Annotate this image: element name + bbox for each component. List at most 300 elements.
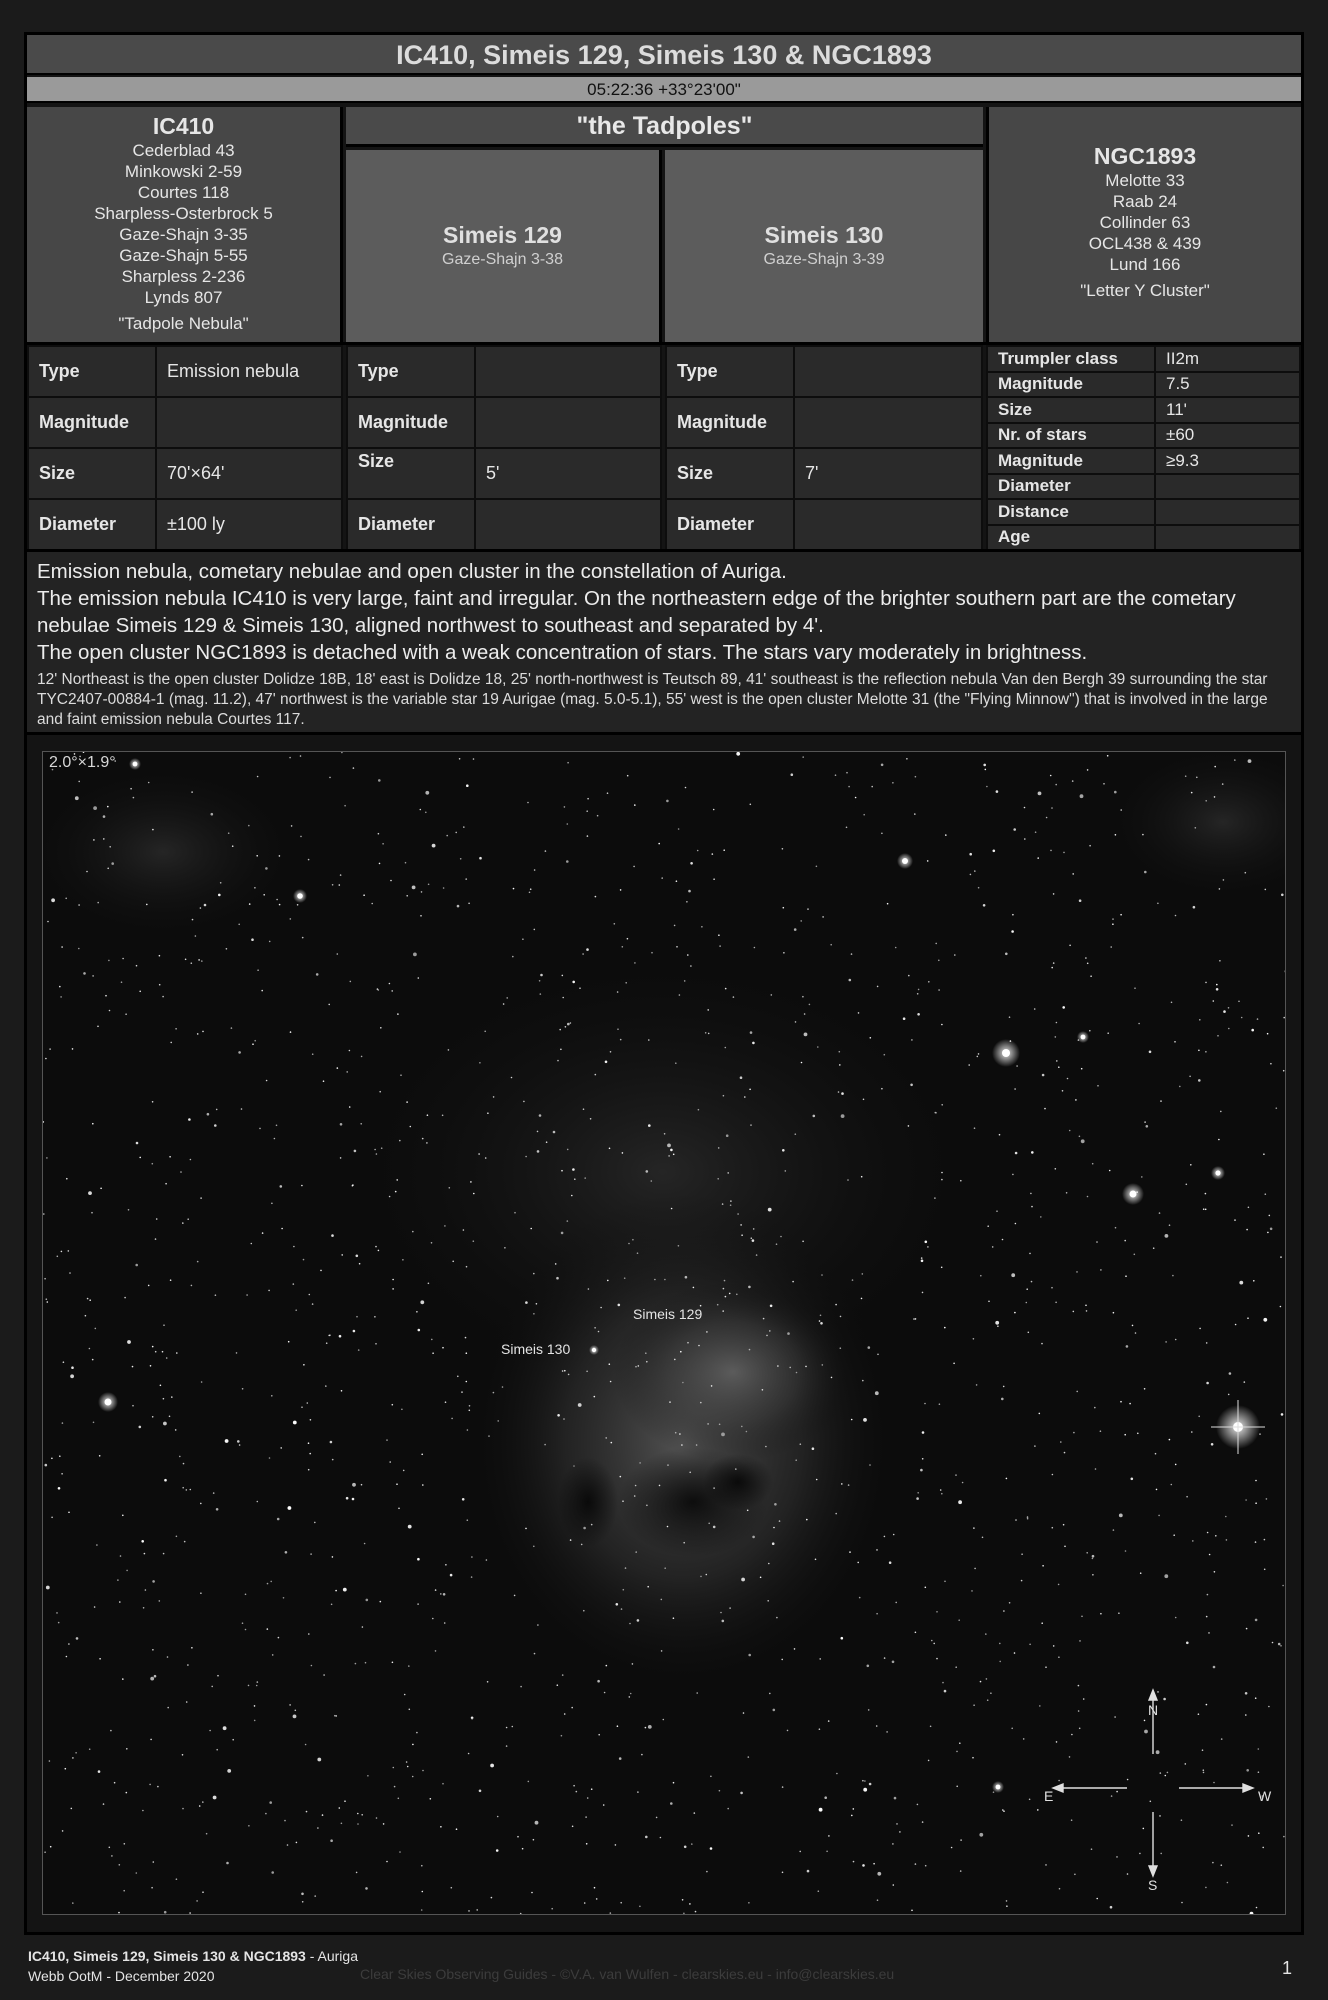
star bbox=[300, 836, 302, 838]
star bbox=[44, 1851, 46, 1853]
star bbox=[710, 1776, 712, 1778]
star bbox=[316, 973, 319, 976]
astrophoto bbox=[42, 751, 1286, 1915]
star bbox=[694, 1812, 696, 1814]
star bbox=[285, 1551, 288, 1554]
star bbox=[440, 1593, 442, 1595]
star bbox=[1023, 1738, 1025, 1740]
star bbox=[747, 1510, 749, 1512]
star bbox=[398, 1508, 400, 1510]
star bbox=[1205, 800, 1207, 802]
star bbox=[252, 1043, 254, 1045]
star bbox=[616, 1603, 619, 1606]
star bbox=[1011, 930, 1014, 933]
star bbox=[597, 1680, 600, 1683]
star bbox=[572, 981, 575, 984]
star bbox=[960, 1870, 962, 1872]
star bbox=[308, 1442, 310, 1444]
star bbox=[663, 1719, 665, 1721]
star bbox=[1041, 1622, 1043, 1624]
star bbox=[215, 1294, 217, 1296]
star bbox=[405, 862, 407, 864]
star bbox=[442, 1347, 444, 1349]
star bbox=[1055, 1168, 1057, 1170]
ic410-alias: Sharpless-Osterbrock 5 bbox=[94, 204, 273, 223]
star bbox=[390, 880, 392, 882]
diameter-value bbox=[794, 499, 982, 550]
star bbox=[1034, 1008, 1036, 1010]
star bbox=[768, 1208, 772, 1212]
star bbox=[567, 823, 569, 825]
star bbox=[89, 1348, 91, 1350]
star bbox=[769, 1330, 771, 1332]
star bbox=[125, 1013, 127, 1015]
star bbox=[906, 758, 908, 760]
star bbox=[75, 1752, 77, 1754]
star bbox=[525, 1301, 528, 1304]
star bbox=[75, 796, 79, 800]
star bbox=[804, 1013, 806, 1015]
star bbox=[1073, 1432, 1075, 1434]
star bbox=[695, 1911, 697, 1913]
star bbox=[306, 1811, 308, 1813]
star bbox=[777, 1365, 779, 1367]
star bbox=[713, 809, 715, 811]
star bbox=[1085, 1305, 1087, 1307]
star bbox=[211, 813, 214, 816]
star bbox=[308, 859, 310, 861]
star bbox=[270, 1581, 272, 1583]
star bbox=[432, 1618, 434, 1620]
star bbox=[217, 1675, 219, 1677]
star bbox=[68, 1250, 70, 1252]
star bbox=[1012, 1174, 1014, 1176]
star bbox=[1205, 1887, 1207, 1889]
star bbox=[579, 987, 581, 989]
star bbox=[586, 1843, 588, 1845]
star bbox=[251, 1243, 253, 1245]
table-row bbox=[987, 448, 1300, 474]
star-field-image bbox=[43, 752, 1286, 1915]
description bbox=[27, 549, 1301, 735]
star bbox=[381, 1147, 383, 1149]
star bbox=[622, 1152, 624, 1154]
star bbox=[141, 1540, 144, 1543]
star bbox=[917, 1013, 920, 1016]
star bbox=[1255, 1480, 1257, 1482]
star bbox=[1262, 1847, 1264, 1849]
star bbox=[416, 1732, 418, 1734]
star bbox=[242, 1622, 244, 1624]
star bbox=[1264, 1539, 1266, 1541]
star bbox=[457, 1376, 459, 1378]
star bbox=[1217, 1035, 1219, 1037]
star bbox=[928, 1760, 930, 1762]
star bbox=[750, 1031, 753, 1034]
star bbox=[1031, 1151, 1034, 1154]
star bbox=[572, 1168, 575, 1171]
star bbox=[978, 1053, 980, 1055]
star bbox=[126, 1792, 128, 1794]
star bbox=[1058, 1066, 1060, 1068]
star bbox=[399, 1851, 401, 1853]
star bbox=[323, 1080, 325, 1082]
star bbox=[1109, 1170, 1111, 1172]
star bbox=[750, 1124, 752, 1126]
star bbox=[1002, 1809, 1004, 1811]
star bbox=[785, 1170, 787, 1172]
star bbox=[852, 1279, 854, 1281]
star bbox=[98, 1770, 101, 1773]
star bbox=[152, 1649, 154, 1651]
star bbox=[62, 1422, 64, 1424]
compass-west-label: W bbox=[1258, 1788, 1272, 1804]
star bbox=[124, 1843, 126, 1845]
star bbox=[344, 805, 346, 807]
star bbox=[839, 1064, 841, 1066]
star bbox=[648, 1039, 650, 1041]
star bbox=[974, 1127, 976, 1129]
star bbox=[421, 891, 423, 893]
star bbox=[1041, 1343, 1043, 1345]
star bbox=[846, 772, 848, 774]
table-row bbox=[987, 474, 1300, 500]
star bbox=[782, 1872, 784, 1874]
star bbox=[269, 941, 271, 943]
star bbox=[1149, 1051, 1152, 1054]
star bbox=[838, 1091, 840, 1093]
star bbox=[487, 1681, 489, 1683]
star bbox=[159, 955, 161, 957]
simeis130-box bbox=[665, 150, 983, 342]
star bbox=[1024, 838, 1026, 840]
star bbox=[818, 1890, 820, 1892]
star bbox=[687, 1342, 689, 1344]
star bbox=[109, 1010, 111, 1012]
star bbox=[45, 1058, 47, 1060]
star bbox=[648, 1725, 652, 1729]
star bbox=[1165, 1234, 1169, 1238]
star bbox=[782, 1786, 784, 1788]
star bbox=[435, 1650, 437, 1652]
star bbox=[896, 1823, 898, 1825]
star bbox=[350, 981, 352, 983]
star bbox=[753, 1228, 755, 1230]
star bbox=[1186, 1184, 1188, 1186]
star bbox=[849, 1551, 851, 1553]
star bbox=[1169, 1224, 1171, 1226]
star bbox=[71, 1808, 73, 1810]
star bbox=[1103, 783, 1105, 785]
table-row bbox=[28, 499, 342, 550]
star bbox=[420, 915, 422, 917]
star bbox=[1002, 1239, 1004, 1241]
star bbox=[1050, 775, 1052, 777]
star bbox=[468, 903, 470, 905]
star bbox=[598, 1734, 600, 1736]
compass-south-label: S bbox=[1148, 1877, 1158, 1893]
star bbox=[773, 1709, 776, 1712]
star bbox=[562, 997, 564, 999]
star bbox=[418, 1329, 421, 1332]
table-row bbox=[987, 423, 1300, 449]
star bbox=[1234, 1219, 1236, 1221]
star bbox=[938, 989, 940, 991]
star bbox=[1139, 1853, 1141, 1855]
star bbox=[427, 1114, 429, 1116]
star bbox=[661, 1599, 663, 1601]
star bbox=[1072, 780, 1074, 782]
star bbox=[630, 1693, 632, 1695]
star bbox=[91, 1212, 93, 1214]
star bbox=[1205, 1193, 1207, 1195]
star bbox=[1281, 894, 1284, 897]
star bbox=[191, 1285, 193, 1287]
star bbox=[1092, 1163, 1094, 1165]
star bbox=[821, 1274, 823, 1276]
star bbox=[514, 1212, 516, 1214]
star bbox=[445, 1564, 447, 1566]
star bbox=[1160, 1772, 1162, 1774]
star bbox=[418, 977, 420, 979]
star bbox=[360, 1123, 362, 1125]
star bbox=[624, 1277, 626, 1279]
star bbox=[225, 1439, 229, 1443]
star bbox=[1203, 1208, 1205, 1210]
star bbox=[622, 1500, 624, 1502]
star bbox=[841, 1092, 844, 1095]
star bbox=[1110, 1906, 1113, 1909]
star bbox=[974, 1568, 976, 1570]
star bbox=[213, 1492, 215, 1494]
star bbox=[1005, 953, 1008, 956]
star bbox=[312, 1053, 314, 1055]
star bbox=[776, 1617, 778, 1619]
star bbox=[1215, 1535, 1217, 1537]
star bbox=[1086, 1310, 1088, 1312]
star bbox=[588, 1288, 590, 1290]
star bbox=[152, 829, 154, 831]
star bbox=[431, 1242, 433, 1244]
star bbox=[142, 1810, 144, 1812]
star bbox=[925, 1587, 927, 1589]
star bbox=[566, 860, 569, 863]
star bbox=[647, 1586, 649, 1588]
star bbox=[996, 790, 999, 793]
star bbox=[226, 948, 228, 950]
star bbox=[468, 1753, 470, 1755]
star bbox=[939, 1403, 941, 1405]
star bbox=[826, 1851, 828, 1853]
star bbox=[576, 1791, 578, 1793]
star bbox=[911, 1910, 913, 1912]
star bbox=[534, 1653, 536, 1655]
star bbox=[1140, 1572, 1142, 1574]
star bbox=[1278, 1643, 1281, 1646]
star bbox=[690, 862, 693, 865]
star bbox=[596, 1898, 598, 1900]
star bbox=[871, 786, 873, 788]
star bbox=[979, 1833, 983, 1837]
star bbox=[918, 989, 920, 991]
magnitude-value bbox=[475, 397, 661, 448]
star bbox=[743, 1712, 745, 1714]
star bbox=[89, 1748, 91, 1750]
star bbox=[1206, 1616, 1208, 1618]
star bbox=[614, 923, 616, 925]
star bbox=[378, 779, 381, 782]
star bbox=[641, 1754, 643, 1756]
diameter-value: ±100 ly bbox=[156, 499, 342, 550]
star bbox=[488, 1435, 490, 1437]
star bbox=[403, 1470, 405, 1472]
star bbox=[352, 1483, 356, 1487]
star bbox=[191, 791, 193, 793]
star bbox=[211, 1686, 213, 1688]
star bbox=[1011, 1273, 1015, 1277]
star bbox=[1283, 1017, 1285, 1019]
star bbox=[1124, 1240, 1126, 1242]
star bbox=[44, 1278, 46, 1280]
star bbox=[1096, 1898, 1098, 1900]
star bbox=[746, 1431, 748, 1433]
star bbox=[606, 1665, 608, 1667]
star bbox=[201, 960, 203, 962]
star bbox=[615, 1844, 617, 1846]
star bbox=[1163, 1698, 1166, 1701]
star bbox=[530, 888, 532, 890]
star bbox=[1251, 1029, 1254, 1032]
star bbox=[47, 1301, 49, 1303]
star bbox=[152, 1580, 155, 1583]
star bbox=[740, 1224, 742, 1226]
star bbox=[870, 1037, 872, 1039]
star bbox=[457, 905, 460, 908]
star bbox=[973, 1527, 975, 1529]
simeis129-properties bbox=[346, 345, 662, 551]
star bbox=[876, 1549, 878, 1551]
star bbox=[207, 1113, 210, 1116]
star bbox=[265, 867, 268, 870]
star bbox=[165, 1183, 167, 1185]
star bbox=[773, 1527, 775, 1529]
star bbox=[795, 1459, 797, 1461]
star bbox=[49, 1760, 51, 1762]
star bbox=[931, 1640, 933, 1642]
star bbox=[269, 1801, 272, 1804]
star bbox=[430, 1798, 432, 1800]
star bbox=[92, 1123, 94, 1125]
star bbox=[163, 1398, 165, 1400]
description-surroundings: 12' Northeast is the open cluster Dolidze 18B, 18' east is Dolidze 18, 25' north-northwest is Teutsch 89, 41' southeast is the reflection nebula Van den Bergh 39 surrounding the star TYC2407-00884-1 (mag. 11.2), 47' northwest is the variable star 19 Aurigae (mag. 5.0-5.1), 55' west is the open cluster Melotte 31 (the "Flying Minnow") that is involved in the large and faint emission nebula Courtes 117. bbox=[37, 671, 1268, 728]
star bbox=[921, 1260, 924, 1263]
star bbox=[466, 1266, 468, 1268]
star bbox=[94, 1606, 96, 1608]
size-label: Size bbox=[347, 448, 475, 499]
star bbox=[539, 980, 541, 982]
star bbox=[1034, 1445, 1036, 1447]
star bbox=[935, 1112, 937, 1114]
star bbox=[749, 1349, 751, 1351]
star bbox=[855, 797, 857, 799]
star bbox=[202, 1891, 204, 1893]
star bbox=[187, 1664, 189, 1666]
star bbox=[520, 1686, 522, 1688]
simeis129-label: Simeis 129 bbox=[633, 1306, 703, 1322]
star bbox=[201, 1381, 203, 1383]
star bbox=[301, 1185, 303, 1187]
star bbox=[645, 1836, 648, 1839]
star bbox=[1157, 903, 1159, 905]
star bbox=[202, 1801, 204, 1803]
star bbox=[246, 1294, 248, 1296]
star bbox=[111, 862, 114, 865]
star bbox=[1089, 1030, 1091, 1032]
star bbox=[913, 1318, 915, 1320]
size-value: 5' bbox=[475, 448, 661, 499]
star bbox=[1247, 1317, 1249, 1319]
star bbox=[58, 1487, 61, 1490]
ngc1893-alias: Lund 166 bbox=[1109, 255, 1181, 274]
star bbox=[941, 1493, 943, 1495]
star bbox=[1127, 1873, 1129, 1875]
star bbox=[730, 1200, 732, 1202]
star bbox=[163, 1553, 165, 1555]
star bbox=[1055, 1302, 1057, 1304]
star bbox=[311, 1665, 313, 1667]
star bbox=[440, 1826, 442, 1828]
page-title: IC410, Simeis 129, Simeis 130 & NGC1893 bbox=[27, 35, 1301, 75]
star bbox=[479, 1062, 481, 1064]
star bbox=[391, 990, 393, 992]
star bbox=[152, 1416, 154, 1418]
star bbox=[1255, 1541, 1257, 1543]
star bbox=[288, 1341, 290, 1343]
star bbox=[1209, 1554, 1211, 1556]
star bbox=[1050, 850, 1052, 852]
star bbox=[122, 1678, 124, 1680]
star bbox=[191, 962, 193, 964]
star bbox=[1258, 1832, 1260, 1834]
table-row bbox=[28, 346, 342, 397]
star bbox=[561, 1170, 563, 1172]
star bbox=[1001, 1398, 1004, 1401]
star bbox=[986, 786, 988, 788]
star bbox=[999, 1661, 1001, 1663]
star bbox=[628, 1243, 630, 1245]
star bbox=[163, 1422, 167, 1426]
star bbox=[846, 827, 848, 829]
star bbox=[1167, 1772, 1169, 1774]
star bbox=[325, 1385, 327, 1387]
star bbox=[280, 1447, 282, 1449]
star bbox=[922, 1821, 924, 1823]
star bbox=[802, 756, 804, 758]
star bbox=[1153, 1247, 1155, 1249]
star bbox=[914, 813, 916, 815]
star bbox=[877, 1899, 879, 1901]
star bbox=[290, 918, 292, 920]
star bbox=[71, 1366, 74, 1369]
observing-sheet bbox=[24, 32, 1304, 1935]
star bbox=[175, 1028, 177, 1030]
star bbox=[465, 1337, 467, 1339]
star bbox=[358, 1349, 360, 1351]
star bbox=[1116, 1856, 1118, 1858]
star bbox=[594, 1396, 596, 1398]
star bbox=[976, 1384, 978, 1386]
star bbox=[791, 773, 794, 776]
